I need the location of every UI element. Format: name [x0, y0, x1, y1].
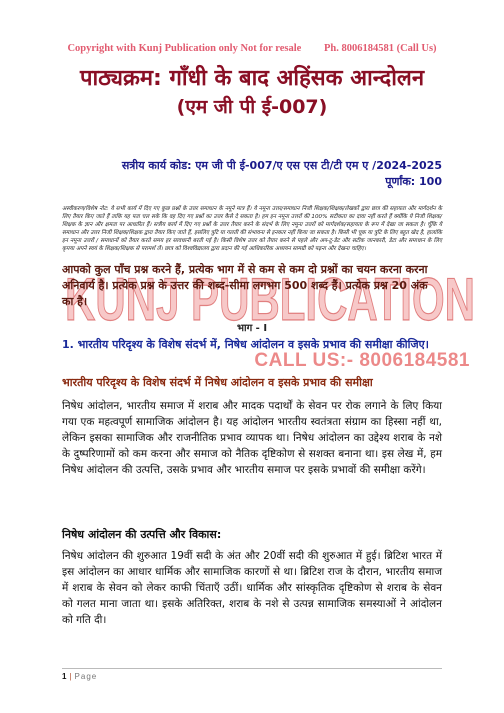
- assignment-info: [122, 158, 442, 190]
- question-1: 1. भारतीय परिदृश्य के विशेष संदर्भ में, निषेध आंदोलन व इसके प्रभाव की समीक्षा कीजिए।: [62, 338, 429, 351]
- course-code: (एम जी पी ई-007): [176, 96, 328, 118]
- copyright-text: Copyright with Kunj Publication only Not for resale: [67, 43, 302, 54]
- total-marks: पूर्णांक: 100: [385, 175, 442, 188]
- instructions: आपको कुल पाँच प्रश्न करने हैं, प्रत्येक भाग में से कम से कम दो प्रश्नों का चयन करना करना अनिवार्य है। प्रत्येक प्रश्न के उत्तर की शब्द-सीमा लगभग 500 शब्द हैं। प्रत्येक प्रश्न 20 अंक का है।: [62, 263, 428, 308]
- footer-separator: |: [69, 672, 72, 681]
- svg-text:KUNJ PUBLICATION: KUNJ PUBLICATION: [65, 266, 475, 332]
- section-paragraph: निषेध आंदोलन की शुरुआत 19वीं सदी के अंत और 20वीं सदी की शुरुआत में हुई। ब्रिटिश भारत में इस आंदोलन का आधार धार्मिक और सामाजिक कारणों से था। ब्रिटिश राज के दौरान, भारतीय समाज में शराब के सेवन को लेकर काफी चिंताएँ उठीं। धार्मिक और सांस्कृतिक दृष्टिकोण से शराब के सेवन को गलत माना जाता था। इसके अतिरिक्त, शराब के नशे से उत्पन्न सामाजिक समस्याओं ने आंदोलन को गति दी।: [62, 550, 442, 626]
- page-number: 1: [62, 672, 67, 681]
- course-title: पाठ्यक्रम: गाँधी के बाद अहिंसक आन्दोलन: [79, 66, 425, 91]
- page-label: Page: [74, 672, 98, 681]
- assignment-code: सत्रीय कार्य कोड: एम जी पी ई-007/ए एस एस टी/टी एम ए /2024-2025: [121, 159, 442, 172]
- page-footer: [62, 672, 97, 681]
- section-heading: निषेध आंदोलन की उत्पत्ति और विकास:: [62, 528, 222, 541]
- copyright-header: [0, 43, 504, 54]
- watermark-phone: CALL US:- 8006184581: [254, 350, 470, 371]
- phone-text: Ph. 8006184581 (Call Us): [323, 43, 437, 54]
- part-label: भाग - I: [236, 323, 268, 334]
- footer-divider: [62, 668, 442, 669]
- answer-heading: भारतीय परिदृश्य के विशेष संदर्भ में निषेध आंदोलन व इसके प्रभाव की समीक्षा: [62, 376, 373, 389]
- disclaimer-note: अस्वीकरण/विशेष नोट: ये सभी कार्य में दिए गए कुछ प्रश्नों के उत्तर समाधान के नमूने मात्र हैं। ये नमूना उत्तर/समाधान निजी शिक्षक/शिक्षक/लेखकों द्वारा छात्र की सहायता और मार्गदर्शन के लिए तैयार किए जाते हैं ताकि यह पता चल सके कि वह दिए गए प्रश्नों का उत्तर कैसे दे सकता है। हम इन नमूना उत्तरों की 100% सटीकता का दावा नहीं करते हैं क्योंकि ये निजी शिक्षक/शिक्षक के ज्ञान और क्षमता पर आधारित हैं। सत्रीय कार्य में दिए गए प्रश्नों के उत्तर तैयार करने के संदर्भ के लिए नमूना उत्तरों को मार्गदर्शक/सहायता के रूप में देखा जा सकता है। चूँकि ये समाधान और उत्तर निजी शिक्षक/शिक्षक द्वारा तैयार किए जाते हैं, इसलिए त्रुटि या गलती की संभावना से इनकार नहीं किया जा सकता है। किसी भी चूक या त्रुटि के लिए बहुत खेद है, हालांकि इन नमूना उत्तरों / समाधानों को तैयार करते समय हर सावधानी बरती गई है। किसी विशेष उत्तर को तैयार करने से पहले और अप-टू-डेट और सटीक जानकारी, डेटा और समाधान के लिए कृपया अपने स्वयं के शिक्षक/शिक्षक से परामर्श लें। छात्र को विश्वविद्यालय द्वारा प्रदान की गई आधिकारिक अध्ययन सामग्री को पढ़ना और देखना चाहिए।: [62, 206, 442, 252]
- answer-paragraph: निषेध आंदोलन, भारतीय समाज में शराब और मादक पदार्थों के सेवन पर रोक लगाने के लिए किया गया एक महत्वपूर्ण सामाजिक आंदोलन है। यह आंदोलन भारतीय स्वतंत्रता संग्राम का हिस्सा नहीं था, लेकिन इसका सामाजिक और राजनीतिक प्रभाव व्यापक था। निषेध आंदोलन का उद्देश्य शराब के नशे के दुष्परिणामों को कम करना और समाज को नैतिक दृष्टिकोण से सशक्त बनाना था। इस लेख में, हम निषेध आंदोलन की उत्पत्ति, उसके प्रभाव और भारतीय समाज पर इसके प्रभावों की समीक्षा करेंगे।: [62, 400, 442, 476]
